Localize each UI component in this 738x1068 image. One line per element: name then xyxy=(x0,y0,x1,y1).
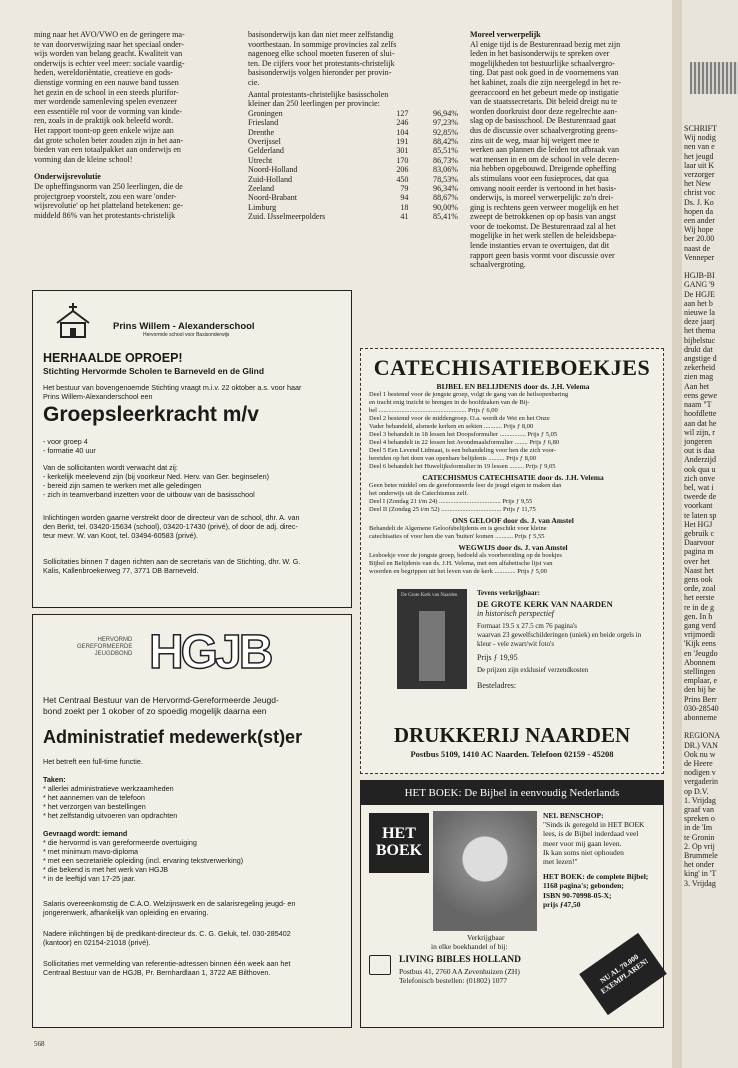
job-ad-prins-willem xyxy=(32,290,352,608)
book-line: catechisaties of voor hen die van 'buiten' komen ........... Prijs ƒ 5,55 xyxy=(369,533,545,540)
book-line: Geen beter middel om de gereformeerde leer de jeugd eigen te maken dan xyxy=(369,482,562,489)
province-row xyxy=(248,165,458,174)
book-line: Deel 2 bestemd voor de middengroep. O.a. wordt de Wet en het Onze xyxy=(369,415,550,422)
sales-badge: NU AL 70.000 EXEMPLAREN! xyxy=(579,933,667,1015)
book-line: Deel II (Zondag 25 t/m 52) ..................................... Prijs ƒ 11,75 xyxy=(369,506,536,513)
requirement-item: - zich in teamverband inzetten voor de uitbouw van de basisschool xyxy=(43,490,255,499)
percentage: 90,00% xyxy=(433,202,458,212)
requirement-item: - kerkelijk meelevend zijn (bij voorkeur Ned. Herv. van Ger. beginselen) xyxy=(43,472,269,481)
book-price: prijs ƒ47,50 xyxy=(543,899,581,909)
requirement-item: * met minimum mavo-diploma xyxy=(43,847,139,856)
requirement-item: * in de leeftijd van 17-25 jaar. xyxy=(43,874,136,883)
requirement-heading: Gevraagd wordt: iemand xyxy=(43,829,128,838)
ad-title: HERHAALDE OPROEP! xyxy=(43,351,183,365)
requirement-item: * met een secretariële opleiding (incl. ervaring tekstverwerking) xyxy=(43,856,244,865)
extra-subtitle: in historisch perspectief xyxy=(477,609,554,618)
province-name: Drenthe xyxy=(248,127,275,137)
percentage: 85,51% xyxy=(433,146,458,156)
school-count: 94 xyxy=(400,193,409,203)
province-row xyxy=(248,175,458,184)
school-count: 18 xyxy=(400,202,409,212)
job-ad-hgjb xyxy=(32,614,352,1028)
percentage: 96,94% xyxy=(433,108,458,118)
book-cover-title: De Grote Kerk van Naarden xyxy=(401,593,458,598)
table-caption: Aantal protestants-christelijke basisscholen kleiner dan 250 leerlingen per provincie: xyxy=(248,89,389,109)
book-line: bereiden op het doen van openbare belijdenis .......... Prijs ƒ 8,00 xyxy=(369,455,536,462)
province-row xyxy=(248,156,458,165)
series-heading: ONS GELOOF door ds. J. van Amstel xyxy=(452,516,574,525)
section-heading: Moreel verwerpelijk xyxy=(470,30,541,39)
church-tower-shape xyxy=(419,611,445,681)
book-line: Bijbel en Belijdenis van ds. J.H. Velema, met een alfabetische lijst van xyxy=(369,560,553,567)
book-line: Deel 6 behandelt het Huwelijksformulier in 19 lessen ......... Prijs ƒ 9,05 xyxy=(369,463,556,470)
job-type: Het betreft een full-time functie. xyxy=(43,757,143,766)
province-name: Limburg xyxy=(248,202,277,212)
province-name: Noord-Brabant xyxy=(248,193,297,203)
book-line: Lesboekje voor de jongste groep, bedoeld als voorbereiding op de boekjes xyxy=(369,552,562,559)
percentage: 86,73% xyxy=(433,155,458,165)
extra-description: waarvan 23 gewelfschilderingen (uniek) en beide orgels in kleur - vele zwart/wit foto's xyxy=(477,631,642,648)
section-heading: Onderwijsrevolutie xyxy=(34,172,101,182)
percentage: 96,34% xyxy=(433,184,458,193)
province-name: Groningen xyxy=(248,108,283,118)
book-line: bel ...................................................... Prijs ƒ 6,00 xyxy=(369,407,498,414)
job-title: Administratief medewerk(st)er xyxy=(43,727,303,747)
requirement-item: - bereid zijn samen te werken met alle geledingen xyxy=(43,481,202,490)
percentage: 78,53% xyxy=(433,174,458,184)
percentage: 85,41% xyxy=(433,212,458,222)
ad-intro: Het Centraal Bestuur van de Hervormd-Gereformeerde Jeugd- bond zoekt per 1 okober of zo spoedig mogelijk daarna een xyxy=(43,695,279,716)
article-column-2 xyxy=(248,30,460,222)
quote-text: "Sinds ik geregeld in HET BOEK lees, is de Bijbel inderdaad veel meer voor mij gaan leven. Ik kan soms niet ophouden met lezen!" xyxy=(543,820,645,867)
province-table xyxy=(248,109,458,222)
book-icon xyxy=(369,955,391,975)
province-row xyxy=(248,137,458,146)
province-name: Friesland xyxy=(248,118,279,128)
province-row xyxy=(248,193,458,202)
catechisatie-ad xyxy=(360,348,664,774)
article-paragraph: Al enige tijd is de Besturenraad bezig met zijn leden in het basisonderwijs te spreken over mogelijkheden tot bestuurlijke schaalvergro- ting. Dat past ook goed in de voornemens van het kabinet, zoals die zijn neergelegd in het re- geeraccoord en het gebeurt mede op instigatie van de staatssecretaris. Dit beleid dreigt nu te worden doorkruist door deze regelrechte aan- slag op de basisschool. De Besturenraad gaat dus de discussie over schaalvergroting geens- zins uit de weg, maar hij weigert mee te werken aan plannen die leiden tot afbraak van wat mensen in en om de school in vele decen- nia hebben opgebouwd. Dreigende opheffing als stimulans voor een fusieproces, dat qua omvang nooit eerder is vertoond in het basis- onderwijs, is moreel verwerpelijk: zo'n drei- ging is rechtens geen verweer mogelijk en het zweept de betrokkenen op op basis van angst voor de toekomst. De Besturenraad zal al het mogelijke in het werk stellen de beleidsbepa- lende instanties ervan te overtuigen, dat dit rapport geen basis vormt voor discussie over schaalvergroting. xyxy=(470,39,622,270)
province-row xyxy=(248,128,458,137)
article-column-3 xyxy=(470,30,662,270)
extra-format: Formaat 19.5 x 27.5 cm 76 pagina's xyxy=(477,622,578,630)
quote-block xyxy=(543,811,659,909)
task-list xyxy=(43,775,177,820)
school-count: 450 xyxy=(396,174,409,184)
hgjb-logo: HGJB xyxy=(149,626,271,679)
company-name: LIVING BIBLES HOLLAND xyxy=(399,955,521,965)
extra-heading: Tevens verkrijgbaar: xyxy=(477,589,540,597)
percentage: 97,23% xyxy=(433,118,458,128)
school-count: 79 xyxy=(400,184,409,193)
province-row xyxy=(248,203,458,212)
ad-banner: HET BOEK: De Bijbel in eenvoudig Nederlands xyxy=(361,781,663,805)
application-info: Sollicitaties binnen 7 dagen richten aan de secretaris van de Stichting, dhr. W. G. Kalis, Kallenbroekerweg 77, 3771 DB Barneveld. xyxy=(43,557,301,575)
author-portrait xyxy=(433,811,537,931)
school-count: 170 xyxy=(396,155,409,165)
ad-intro: Het bestuur van bovengenoemde Stichting vraagt m.i.v. 22 oktober a.s. voor haar Prins Willem-Alexanderschool een xyxy=(43,383,302,401)
school-count: 104 xyxy=(396,127,409,137)
contact-info: Nadere inlichtingen bij de predikant-directeur ds. C. G. Geluk, tel. 030-285402 (kantoor) en 02154-21018 (privé). xyxy=(43,929,291,947)
province-row xyxy=(248,146,458,155)
task-item: * het verzorgen van bestellingen xyxy=(43,802,146,811)
province-row xyxy=(248,184,458,193)
percentage: 92,85% xyxy=(433,127,458,137)
province-name: Noord-Holland xyxy=(248,165,298,175)
detail-item: - voor groep 4 xyxy=(43,437,88,446)
school-count: 206 xyxy=(396,165,409,175)
requirements xyxy=(43,463,269,499)
quote-author: NEL BENSCHOP: xyxy=(543,811,604,820)
page-number: 568 xyxy=(34,1040,45,1048)
het-boek-ad xyxy=(360,780,664,1028)
school-count: 301 xyxy=(396,146,409,156)
school-church-icon xyxy=(53,301,93,341)
school-count: 41 xyxy=(400,212,409,222)
province-row xyxy=(248,118,458,127)
requirement-item: * die hervormd is van gereformeerde overtuiging xyxy=(43,838,197,847)
school-count: 127 xyxy=(396,108,409,118)
province-name: Zuid. IJsselmeerpolders xyxy=(248,212,326,222)
province-name: Zuid-Holland xyxy=(248,174,293,184)
book-line: Deel 1 bestemd voor de jongste groep, volgt de gang van de heilsopenbaring xyxy=(369,391,569,398)
company-address: Postbus 41, 2760 AA Zevenhuizen (ZH) Telefonisch bestellen: (01802) 1077 xyxy=(399,967,520,985)
school-count: 191 xyxy=(396,136,409,146)
province-name: Overijssel xyxy=(248,136,281,146)
book-line: Deel 3 behandelt in 18 lessen het Doopsformulier ................ Prijs ƒ 5,05 xyxy=(369,431,558,438)
extra-title: DE GROTE KERK VAN NAARDEN xyxy=(477,599,613,609)
book-line: en tracht enig inzicht te brengen in de hoofdzaken van de Bij- xyxy=(369,399,530,406)
province-name: Utrecht xyxy=(248,155,273,165)
book-specs: HET BOEK: de complete Bijbel; 1168 pagina's; gebonden; ISBN 90-70998-05-X; xyxy=(543,872,649,900)
school-name: Prins Willem - Alexanderschool xyxy=(113,321,255,332)
series-heading: CATECHISMUS CATECHISATIE door ds. J.H. Velema xyxy=(422,473,604,482)
series-heading: WEGWIJS door ds. J. van Amstel xyxy=(458,543,568,552)
percentage: 88,42% xyxy=(433,136,458,146)
job-title: Groepsleerkracht m/v xyxy=(43,403,259,426)
shops-label: in elke boekhandel of bij: xyxy=(431,942,508,951)
requirements-intro: Van de sollicitanten wordt verwacht dat zij: xyxy=(43,463,178,472)
extra-book-info xyxy=(477,589,657,690)
school-count: 246 xyxy=(396,118,409,128)
next-page-edge xyxy=(682,0,738,1068)
application-info: Sollicitaties met vermelding van referentie-adressen binnen één week aan het Centraal Bestuur van de HGJB, Pr. Bernhardlaan 1, 3722 AE Bilthoven. xyxy=(43,959,291,977)
article-paragraph: De opheffingsnorm van 250 leerlingen, die de projectgroep voorstelt, zou een ware 'onder- wijsrevolutie' op het platteland betekenen: ge- middeld 86% van het protestants-christelijk xyxy=(34,181,184,220)
percentage: 88,67% xyxy=(433,193,458,203)
book-line: Deel I (Zondag 21 t/m 24) ...................................... Prijs ƒ 9,55 xyxy=(369,498,533,505)
next-page-text: SCHRIFT Wij nodig nen van e het jeugd laar uit K verzorger het New christ voc Ds. J. Ko hopen da een ander Wij hope ber 20.00 naast de Venneper HGJB-BI GANG '9 De HGJE aan het b nieuwe la deze jaarj het thema bijbelstuc drukt dat angstige d zekerheid zien mag Aan het eens gewe naam "T hoofdlette aan dat he wil zijn, r jongeren out is daa Anderzijd ook qua u zich onve bel, wat i tweede de voorkant te laten sp Het HGJ gebruik c Daarvoor pagina m over het Naast het gens ook orde, zoal het eerste re in de g gen. In h gang verd vrijmoedi 'Kijk eens en 'Jeugdo Abonnem stellingen emplaar, e den bij he Prins Berr 030-28540 abonneme REGIONA DR.) VAN Ook nu w de Heere nodigen v vergaderin op D.V. 1. Vrijdag graaf van spreken o in de 'Im te Gronin 2. Op vrij Brummele het onder king' in 'T 3. Vrijdag xyxy=(684,124,720,888)
book-line: Deel 5 Een Levend Lidmaat, is een behandeling voor hen die zich voor- xyxy=(369,447,557,454)
article-paragraph: ming naar het AVO/VWO en de geringere ma- te van doorverwijzing naar het speciaal onder- wijs worden van belang geacht. Kwaliteit van onderwijs is echter veel meer: sociale vaardig- heden, wereldoriëntatie, creatieve en gods- dienstige vorming en een nauwe band tussen het gezin en de school in een steeds plurifor- mer wordende samenleving spelen evenzeer een essentiële rol voor de vorming van kinde- ren, zoals in de praktijk ook beleefd wordt. Het rapport toont-op geen enkele wijze aan dat grote scholen beter zouden zijn in het aan- bieden van een totaalpakket aan onderwijs en vorming dan de kleine school! xyxy=(34,30,185,164)
book-line: het onderwijs uit de Catechismus zelf. xyxy=(369,490,469,497)
province-row xyxy=(248,212,458,221)
task-heading: Taken: xyxy=(43,775,66,784)
company-name: DRUKKERIJ NAARDEN xyxy=(393,723,631,747)
book-cover-image xyxy=(397,589,467,689)
percentage: 83,06% xyxy=(433,165,458,175)
province-name: Gelderland xyxy=(248,146,284,156)
series-heading: BIJBEL EN BELIJDENIS door ds. J.H. Velema xyxy=(436,382,590,391)
task-item: * het zelfstandig uitvoeren van opdrachten xyxy=(43,811,178,820)
price-note: De prijzen zijn exklusief verzendkosten xyxy=(477,666,589,674)
book-line: Behandelt de Algemene Geloofsbelijdenis en is geschikt voor kleine xyxy=(369,525,547,532)
province-name: Zeeland xyxy=(248,184,275,193)
article-paragraph: basisonderwijs kan dan niet meer zelfstandig voortbestaan. In sommige provincies zal zelfs nagenoeg elke school moeten fuseren of slui- ten. De cijfers voor het protestants-christelijk basisonderwijs volgen hieronder per provin- cie. xyxy=(248,30,397,87)
extra-price: Prijs ƒ 19,95 xyxy=(477,653,518,662)
book-line: Deel 4 behandelt in 22 lessen het Avondmaalsformulier ........ Prijs ƒ 6,80 xyxy=(369,439,560,446)
task-item: * allerlei administratieve werkzaamheden xyxy=(43,784,174,793)
book-line: Vader behandeld, alsmede kerken en sekten ........... Prijs ƒ 8,00 xyxy=(369,423,534,430)
book-line: woorden en begrippen uit het leven van de kerk ............. Prijs ƒ 5,00 xyxy=(369,568,547,575)
job-details xyxy=(43,437,96,455)
hgjb-logo-text: HERVORMD GEREFORMEERDE JEUGDBOND xyxy=(77,637,133,657)
ad-title: CATECHISATIEBOEKJES xyxy=(373,355,651,380)
availability: Verkrijgbaar xyxy=(467,933,505,942)
order-label: Besteladres: xyxy=(477,681,517,690)
company-address: Postbus 5109, 1410 AC Naarden. Telefoon 02159 - 45208 xyxy=(410,749,614,759)
contact-info: Inlichtingen worden gaarne verstrekt door de directeur van de school, dhr. A. van den Berkt, tel. 03420-15634 (school), 03420-17430 (privé), of door de adj. direc- teur mevr. W. van Koot, tel. 03494-60583 (privé). xyxy=(43,513,300,540)
article-column-1 xyxy=(34,30,238,220)
detail-item: - formatie 40 uur xyxy=(43,446,96,455)
school-subtitle: Hervormde school voor Basisonderwijs xyxy=(143,332,230,338)
requirement-list xyxy=(43,829,243,883)
province-row xyxy=(248,109,458,118)
requirement-item: * die bekend is met het werk van HGJB xyxy=(43,865,169,874)
ad-subtitle: Stichting Hervormde Scholen te Barneveld en de Glind xyxy=(43,366,265,376)
task-item: * het aannemen van de telefoon xyxy=(43,793,145,802)
book-list xyxy=(369,383,657,576)
salary-info: Salaris overeenkomstig de C.A.O. Welzijnswerk en de salarisregeling jeugd- en jongerenwerk, afhankelijk van opleiding en ervaring. xyxy=(43,899,296,917)
het-boek-logo: HET BOEK xyxy=(369,813,429,873)
masthead-grid xyxy=(690,62,738,94)
